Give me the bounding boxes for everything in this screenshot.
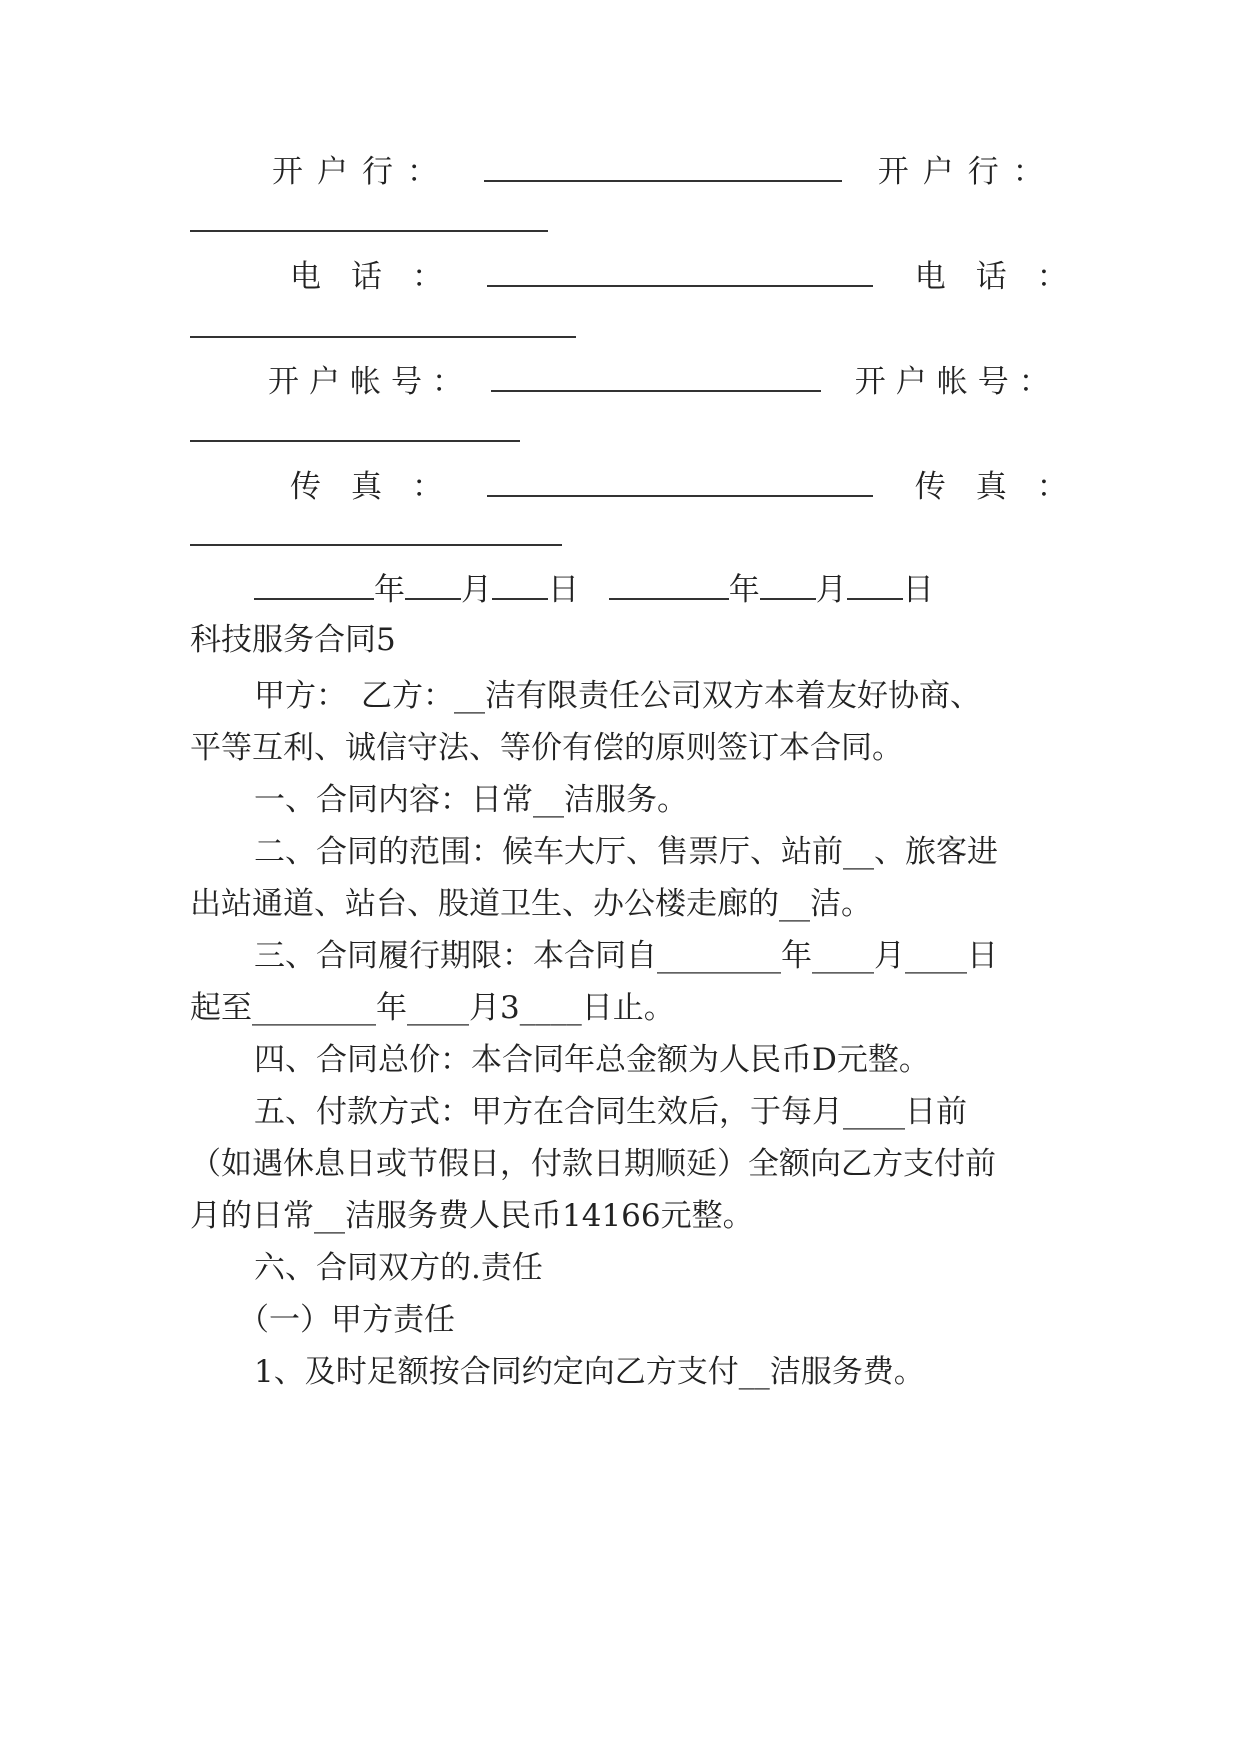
date-year-b: 年 [728, 572, 760, 608]
clause-term-line2: 起至________年____月3____日止。 [190, 990, 675, 1026]
date-blank-year-b [609, 568, 729, 600]
phone-blank-b [190, 334, 576, 338]
party-line [254, 674, 1134, 718]
date-month-b: 月 [815, 572, 847, 608]
date-blank-month-b [760, 568, 816, 600]
fax-row [290, 465, 1098, 509]
clause-scope-line2: 出站通道、站台、股道卫生、办公楼走廊的__洁。 [190, 886, 872, 922]
phone-row [290, 255, 1098, 299]
bank-label-a: 开户行： [272, 154, 452, 190]
fax-label-b: 传真： [914, 469, 1098, 505]
clause-term-line1: 三、合同履行期限：本合同自________年____月____日 [254, 938, 998, 974]
date-row [254, 568, 1134, 612]
party-a-label: 甲方： [254, 678, 347, 714]
party-a-duties-heading: （一）甲方责任 [238, 1302, 455, 1338]
date-month-a: 月 [461, 572, 492, 608]
paragraph-line: 平等互利、诚信守法、等价有偿的原则签订本合同。 [190, 730, 903, 766]
fax-blank-a [487, 465, 873, 497]
phone-label-a: 电话： [290, 259, 473, 295]
clause-payment-line1: 五、付款方式：甲方在合同生效后，于每月____日前 [254, 1094, 967, 1130]
date-blank-day-a [492, 568, 548, 600]
date-blank-year-a [254, 568, 374, 600]
phone-blank-a [487, 255, 873, 287]
date-year-a: 年 [374, 572, 405, 608]
bank-blank-a [484, 150, 842, 182]
date-blank-day-b [847, 568, 903, 600]
account-label-a: 开户帐号： [268, 364, 473, 400]
account-blank-b [190, 438, 520, 442]
party-a-duty-1: 1、及时足额按合同约定向乙方支付__洁服务费。 [254, 1354, 925, 1390]
clause-price: 四、合同总价：本合同年总金额为人民币D元整。 [254, 1042, 930, 1078]
clause-payment-line2: （如遇休息日或节假日，付款日期顺延）全额向乙方支付前 [190, 1146, 996, 1182]
clause-scope-line1: 二、合同的范围：候车大厅、售票厅、站前__、旅客进 [254, 834, 998, 870]
bank-blank-b [190, 228, 548, 232]
date-day-b: 日 [902, 572, 934, 608]
clause-payment-line3: 月的日常__洁服务费人民币14166元整。 [190, 1198, 754, 1234]
bank-label-b: 开户行： [877, 154, 1058, 190]
clause-content: 一、合同内容：日常__洁服务。 [254, 782, 688, 818]
date-blank-month-a [405, 568, 461, 600]
account-row [268, 360, 1070, 404]
contract-title: 科技服务合同5 [190, 622, 396, 658]
phone-label-b: 电话： [914, 259, 1098, 295]
party-b-text: 乙方：__洁有限责任公司双方本着友好协商、 [361, 678, 981, 714]
fax-label-a: 传真： [290, 469, 473, 505]
clause-duties-heading: 六、合同双方的.责任 [254, 1250, 543, 1286]
account-blank-a [491, 360, 821, 392]
fax-blank-b [190, 542, 562, 546]
date-day-a: 日 [548, 572, 579, 608]
bank-row [272, 150, 1070, 194]
account-label-b: 开户帐号： [854, 364, 1060, 400]
